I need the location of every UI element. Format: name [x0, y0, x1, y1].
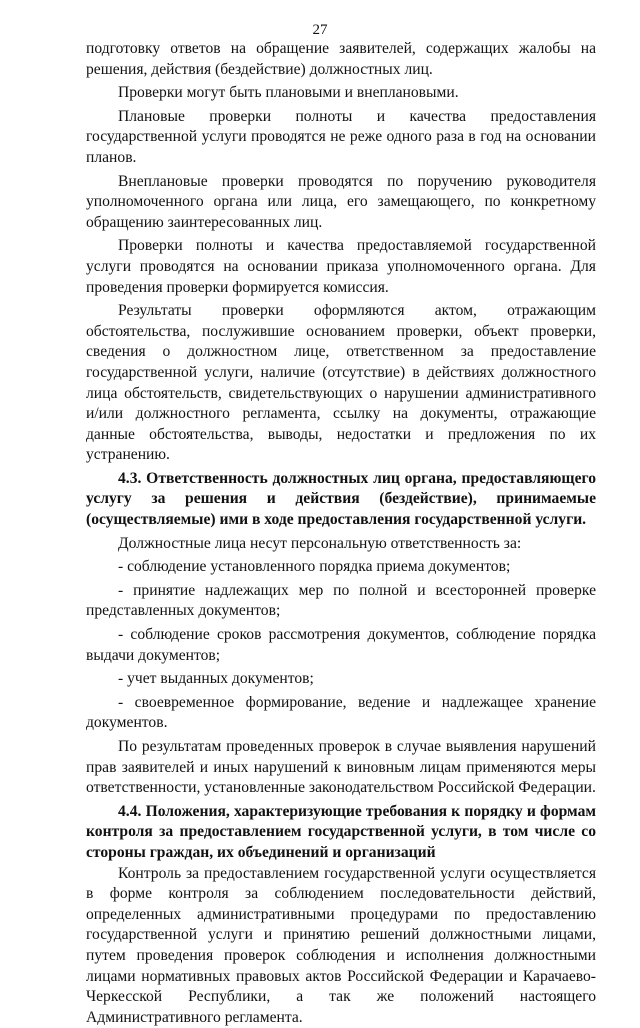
list-item: - принятие надлежащих мер по полной и всесторонней проверке представленных документов; — [86, 581, 596, 620]
list-item: - своевременное формирование, ведение и надлежащее хранение документов. — [86, 693, 596, 732]
page-number: 27 — [312, 22, 328, 38]
paragraph-check-results: Результаты проверки оформляются актом, отражающим обстоятельства, послужившие основанием проверки, объект проверки, сведения о должностном лице, ответственном за предоставление государственной услуги, наличие (отсутствие) в действиях должностного лица обстоятельств, свидетельствующих о нарушении административного и/или должностного регламента, ссылку на документы, отражающие данные обстоятельства, выводы, недостатки и предложения по их устранению. — [86, 302, 596, 464]
section-4-3-closing: По результатам проведенных проверок в случае выявления нарушений прав заявителей и иных нарушений к виновным лицам применяются меры ответственности, установленные законодательством Российской Федерации. — [86, 738, 596, 797]
section-4-3-intro: Должностные лица несут персональную ответственность за: — [118, 534, 522, 552]
paragraph-unplanned-checks: Внеплановые проверки проводятся по поручению руководителя уполномоченного органа или лица, его замещающего, по конкретному обращению заинтересованных лиц. — [86, 172, 596, 231]
section-4-4-heading: 4.4. Положения, характеризующие требования к порядку и формам контроля за предоставлением государственной услуги, в том числе со стороны граждан, их объединений и организаций — [86, 802, 596, 861]
list-item: - учет выданных документов; — [118, 670, 314, 688]
paragraph-check-types: Проверки могут быть плановыми и внеплановыми. — [118, 84, 459, 102]
list-item: - соблюдение сроков рассмотрения документов, соблюдение порядка выдачи документов; — [86, 626, 596, 664]
section-4-3-heading: 4.3. Ответственность должностных лиц органа, предоставляющего услугу за решения и действия (бездействие), принимаемые (осуществляемые) ими в ходе предоставления государственной услуги. — [86, 469, 596, 529]
page-content — [86, 39, 596, 1028]
section-4-4-body: Контроль за предоставлением государственной услуги осуществляется в форме контроля за соблюдением последовательности действий, определенных административными процедурами по предоставлению государственной услуги и принятию решений должностными лицами, путем проведения проверок соблюдения и исполнения должностными лицами нормативных правовых актов Российской Федерации и Карачаево-Черкесской Республики, а так же положений настоящего Административного регламента. — [86, 864, 596, 1026]
paragraph-continuation: подготовку ответов на обращение заявителей, содержащих жалобы на решения, действия (бездействие) должностных лиц. — [86, 40, 596, 78]
paragraph-planned-checks: Плановые проверки полноты и качества предоставления государственной услуги проводятся не реже одного раза в год на основании планов. — [86, 107, 596, 166]
list-item: - соблюдение установленного порядка приема документов; — [118, 558, 511, 576]
paragraph-check-basis: Проверки полноты и качества предоставляемой государственной услуги проводятся на основании приказа уполномоченного органа. Для проведения проверки формируется комиссия. — [86, 237, 596, 296]
